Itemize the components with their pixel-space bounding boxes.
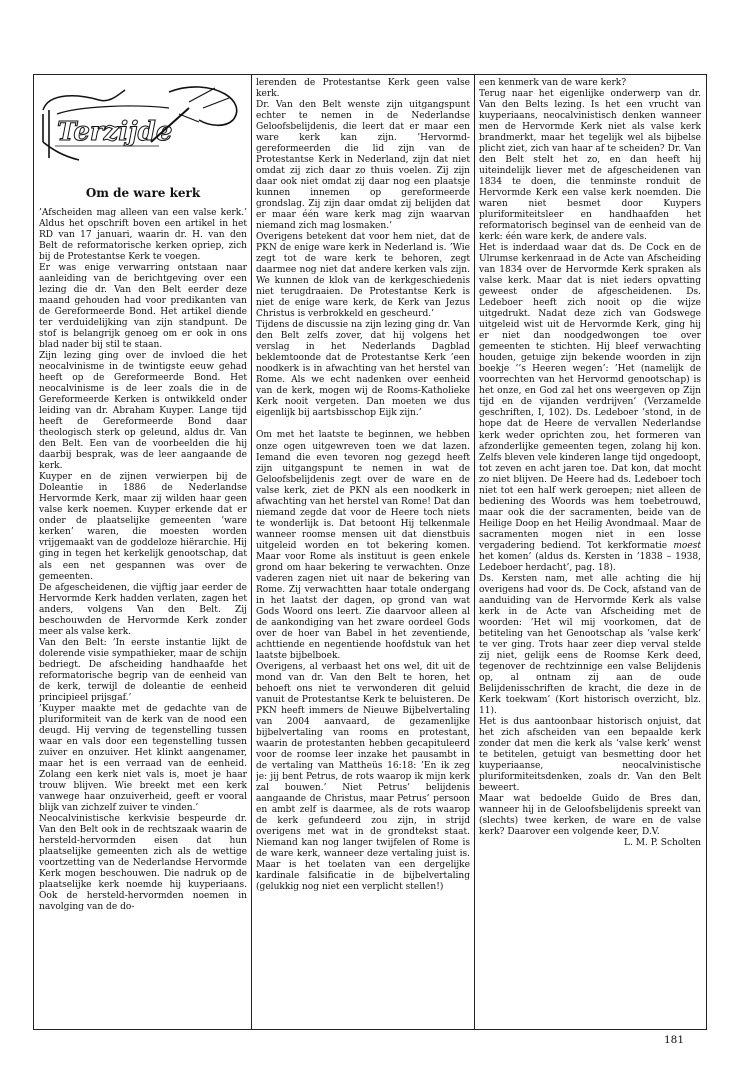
paragraph: Maar wat bedoelde Guido de Bres dan, wanneer hij in de Geloofsbelijdenis spreekt van (slechts) twee kerken, de ware en de valse kerk? Daarover een volgende keer, D.V. (479, 794, 701, 838)
paragraph: ’Kuyper maakte met de gedachte van de pluriformiteit van de kerk van de nood een deugd. Hij verving de tegenstelling tussen waar en vals door een tegenstelling tussen zuiver en onzuiver. Het klinkt aangenamer, maar het is een verraad van de eenheid. Zolang een kerk niet vals is, moet je haar trouw blijven. Wie breekt met een kerk vanwege haar onzuiverheid, geeft er vooral blijk van zichzelf zuiver te vinden.’ (39, 703, 247, 813)
article-title: Om de ware kerk (85, 186, 201, 200)
paragraph: Overigens, al verbaast het ons wel, dit uit de mond van dr. Van den Belt te horen, het behoeft ons niet te verwonderen dit geluid vanuit de Protestantse Kerk te beluisteren. De PKN heeft immers de Nieuwe Bijbelvertaling van 2004 aanvaard, de gezamenlijke bijbelvertaling van rooms en protestant, waarin de protestanten hebben gecapituleerd voor de roomse leer inzake het pausambt in de vertaling van Mattheüs 16:18: ’En ik zeg je: jij bent Petrus, de rots waarop ik mijn kerk zal bouwen.’ Niet Petrus’ belijdenis aangaande de Christus, maar Petrus’ persoon en ambt zelf is daarmee, als de rots waarop de kerk gefundeerd zou zijn, in strijd overigens met wat in de grondtekst staat. Niemand kan nog langer twijfelen of Rome is de ware kerk, wanneer deze vertaling juist is. Maar is het toelaten van een dergelijke kardinale falsificatie in de bijbelvertaling (gelukkig nog niet een verplicht stellen!) (256, 661, 470, 893)
column-rule (474, 74, 475, 1030)
paragraph: een kenmerk van de ware kerk? (479, 78, 627, 88)
paragraph: Neocalvinistische kerkvisie bespeurde dr. Van den Belt ook in de rechtszaak waarin de hersteld-hervormden eisen dat hun plaatselijke gemeenten zich als de wettige voortzetting van de Nederlandse Hervormde Kerk mogen beschouwen. Die nadruk op de plaatselijke kerk noemde hij kuyperiaans. Ook de hersteld-hervormden noemen in navolging van de do- (39, 813, 247, 912)
author-signature: L. M. P. Scholten (623, 838, 701, 849)
paragraph: Terug naar het eigenlijke onderwerp van dr. Van den Belts lezing. Is het een vrucht van kuyperiaans, neocalvinistisch denken wanneer men de Hervormde Kerk niet als valse kerk brandmerkt, maar het tegelijk wel als bijbelse plicht ziet, zich van haar af te scheiden? Dr. Van den Belt stelt het zo, en dan heeft hij uiteindelijk liever met de afgescheidenen van 1834 te doen, die tenminste ronduit de Hervormde Kerk een valse kerk noemden. Die waren niet besmet door Kuypers pluriformiteitsleer en handhaafden het reformatorisch beginsel van de eenheid van de kerk: één ware kerk, de andere vals. (479, 89, 701, 243)
column-2 (256, 78, 470, 893)
emphasis: moest (673, 540, 701, 551)
column-1 (39, 208, 247, 913)
paragraph-text: Het is inderdaad waar dat ds. De Cock en de Ulrumse kerkenraad in de Acte van Afscheiding van 1834 over de Hervormde Kerk spraken als valse kerk. Maar dat is niet ieders opvatting geweest onder de afgescheidenen. Ds. Ledeboer heeft zich nooit op die wijze uitgedrukt. Nadat deze zich van Godswege uitgeleid wist uit de Hervormde Kerk, ging hij er niet dan noodgedwongen toe over gemeenten te stichten. Hij bleef verwachting houden, getuige zijn bekende woorden in zijn boekje ’’s Heeren wegen’: ’Het (namelijk de voorrechten van het Hervormd genootschap) is het onze, en God zal het ons weergeven op Zijn tijd en de vijanden verdrijven’ (Verzamelde geschriften, I, 102). Ds. Ledeboer ’stond, in de hope dat de Heere de vervallen Nederlandse kerk weder oprichten zou, het formeren van afzonderlijke gemeenten tegen, zolang hij kon. Zelfs bleven vele kinderen lange tijd ongedoopt, tot zeven en acht jaren toe. Dat kon, dat mocht zo niet blijven. De Heere had ds. Ledeboer toch niet tot een half werk geroepen; niet alleen de bediening des Woords was hem toebetrouwd, maar ook die der sacramenten, beide van de Heilige Doop en het Heilig Avondmaal. Maar de sacramenten mogen niet in een losse vergadering bediend. Tot kerkformatie (479, 243, 701, 551)
paragraph: Zijn lezing ging over de invloed die het neocalvinisme in de twintigste eeuw gehad heeft op de Gereformeerde Bond. Het neocalvinisme is de leer zoals die in de Gereformeerde Kerken is ontwikkeld onder leiding van dr. Abraham Kuyper. Lange tijd heeft de Gereformeerde Bond daar theologisch sterk op geleund, aldus dr. Van den Belt. Een van de voorbeelden die hij daarbij besprak, was de leer aangaande de kerk. (39, 351, 247, 472)
paragraph (479, 243, 701, 573)
page-number: 181 (664, 1034, 685, 1046)
paragraph: Kuyper en de zijnen verwierpen bij de Doleantie in 1886 de Nederlandse Hervormde Kerk, maar zij wilden haar geen valse kerk noemen. Kuyper erkende dat er onder de plaatselijke gemeenten ’ware kerken’ waren, die moesten worden vrijgemaakt van de goddeloze hiërarchie. Hij ging in tegen het kerkelijk genootschap, dat als een net gespannen was over de gemeenten. (39, 472, 247, 582)
paragraph: Dr. Van den Belt wenste zijn uitgangspunt echter te nemen in de Nederlandse Geloofsbelijdenis, die leert dat er maar een ware kerk kan zijn. ’Hervormd-gereformeerden die lid zijn van de Protestantse Kerk in Nederland, zijn dat niet omdat zij zich daar zo thuis voelen. Zij zijn daar ook niet omdat zij daar nog een plaatsje kunnen innemen op gereformeerde grondslag. Zij zijn daar omdat zij belijden dat er maar één ware kerk mag zijn waarvan niemand zich mag losmaken.’ (256, 100, 470, 232)
paragraph: Overigens betekent dat voor hem niet, dat de PKN de enige ware kerk in Nederland is. ’Wie zegt tot de ware kerk te behoren, zegt daarmee nog niet dat andere kerken vals zijn. We kunnen de klok van de kerkgeschiedenis niet terugdraaien. De Protestantse Kerk is niet de enige ware kerk, de Kerk van Jezus Christus is verbrokkeld en gescheurd.’ (256, 232, 470, 320)
paragraph: De afgescheidenen, die vijftig jaar eerder de Hervormde Kerk hadden verlaten, zagen het anders, volgens Van den Belt. Zij beschouwden de Hervormde Kerk zonder meer als valse kerk. (39, 582, 247, 637)
paragraph: Van den Belt: ’In eerste instantie lijkt de dolerende visie sympathieker, maar de schijn bedriegt. De afscheiding handhaafde het reformatorische begrip van de eenheid van de kerk, terwijl de doleantie de eenheid principieel prijsgaf.’ (39, 637, 247, 703)
terzijde-logo (39, 80, 247, 172)
column-3 (479, 78, 701, 849)
column-rule (251, 74, 252, 1030)
paragraph-text: het komen’ (aldus ds. Kersten in ’1838 – 1938, Ledeboer herdacht’, pag. 18). (479, 551, 701, 573)
paragraph: Tijdens de discussie na zijn lezing ging dr. Van den Belt zelfs zover, dat hij volgens het verslag in het Nederlands Dagblad beklemtoonde dat de Protestantse Kerk ’een noodkerk is in afwachting van het herstel van Rome. Als we echt nadenken over eenheid van de kerk, mogen wij de Rooms-Katholieke Kerk nooit vergeten. Dan moeten we dus eigenlijk bij aartsbisschop Eijk zijn.’ (256, 320, 470, 419)
paragraph: Ds. Kersten nam, met alle achting die hij overigens had voor ds. De Cock, afstand van de aanduiding van de Hervormde Kerk als valse kerk in de Acte van Afscheiding met de woorden: ’Het wil mij voorkomen, dat de betiteling van het Genootschap als ’valse kerk’ te ver ging. Trots haar zeer diep verval stelde zij niet, gelijk eens de Roomse Kerk deed, tegenover de rechtzinnige een valse Belijdenis op, al ontnam zij aan de oude Belijdenisschriften de kracht, die deze in de Kerk toekwam’ (Kort historisch overzicht, blz. 11). (479, 573, 701, 716)
paragraph: Er was enige verwarring ontstaan naar aanleiding van de berichtgeving over een lezing die dr. Van den Belt eerder deze maand gehouden had voor predikanten van de Gereformeerde Bond. Het artikel diende ter verduidelijking van zijn standpunt. De stof is belangrijk genoeg om er ook in ons blad nader bij stil te staan. (39, 263, 247, 351)
paragraph: ’Afscheiden mag alleen van een valse kerk.’ Aldus het opschrift boven een artikel in het RD van 17 januari, waarin dr. H. van den Belt de reformatorische kerken opriep, zich bij de Protestantse Kerk te voegen. (39, 208, 247, 263)
paragraph: Om met het laatste te beginnen, we hebben onze ogen uitgewreven toen we dat lazen. Iemand die even tevoren nog gezegd heeft zijn uitgangspunt te nemen in wat de Geloofsbelijdenis zegt over de ware en de valse kerk, ziet de PKN als een noodkerk in afwachting van het herstel van Rome! Dat dan niemand zegde dat voor de Heere toch niets te wonderlijk is. Dat betoont Hij telkenmale wanneer roomse mensen uit dat dienstbuis uitgeleid worden en tot bekering komen. Maar voor Rome als instituut is geen enkele grond om haar bekering te verwachten. Onze vaderen zagen niet uit naar de bekering van Rome. Zij verwachtten haar totale ondergang in het laatst der dagen, op grond van wat Gods Woord ons leert. Zie daarvoor alleen al de aankondiging van het zware oordeel Gods over de hoer van Babel in het zeventiende, achttiende en negentiende hoofdstuk van het laatste bijbelboek. (256, 430, 470, 661)
paragraph: lerenden de Protestantse Kerk geen valse kerk. (256, 78, 470, 100)
paragraph: Het is dus aantoonbaar historisch onjuist, dat het zich afscheiden van een bepaalde kerk zonder dat men die kerk als ’valse kerk’ wenst te betitelen, getuigt van besmetting door het kuyperiaanse, neocalvinistische pluriformiteitsdenken, zoals dr. Van den Belt beweert. (479, 716, 701, 793)
logo-lettering: Terzijde (57, 117, 173, 147)
